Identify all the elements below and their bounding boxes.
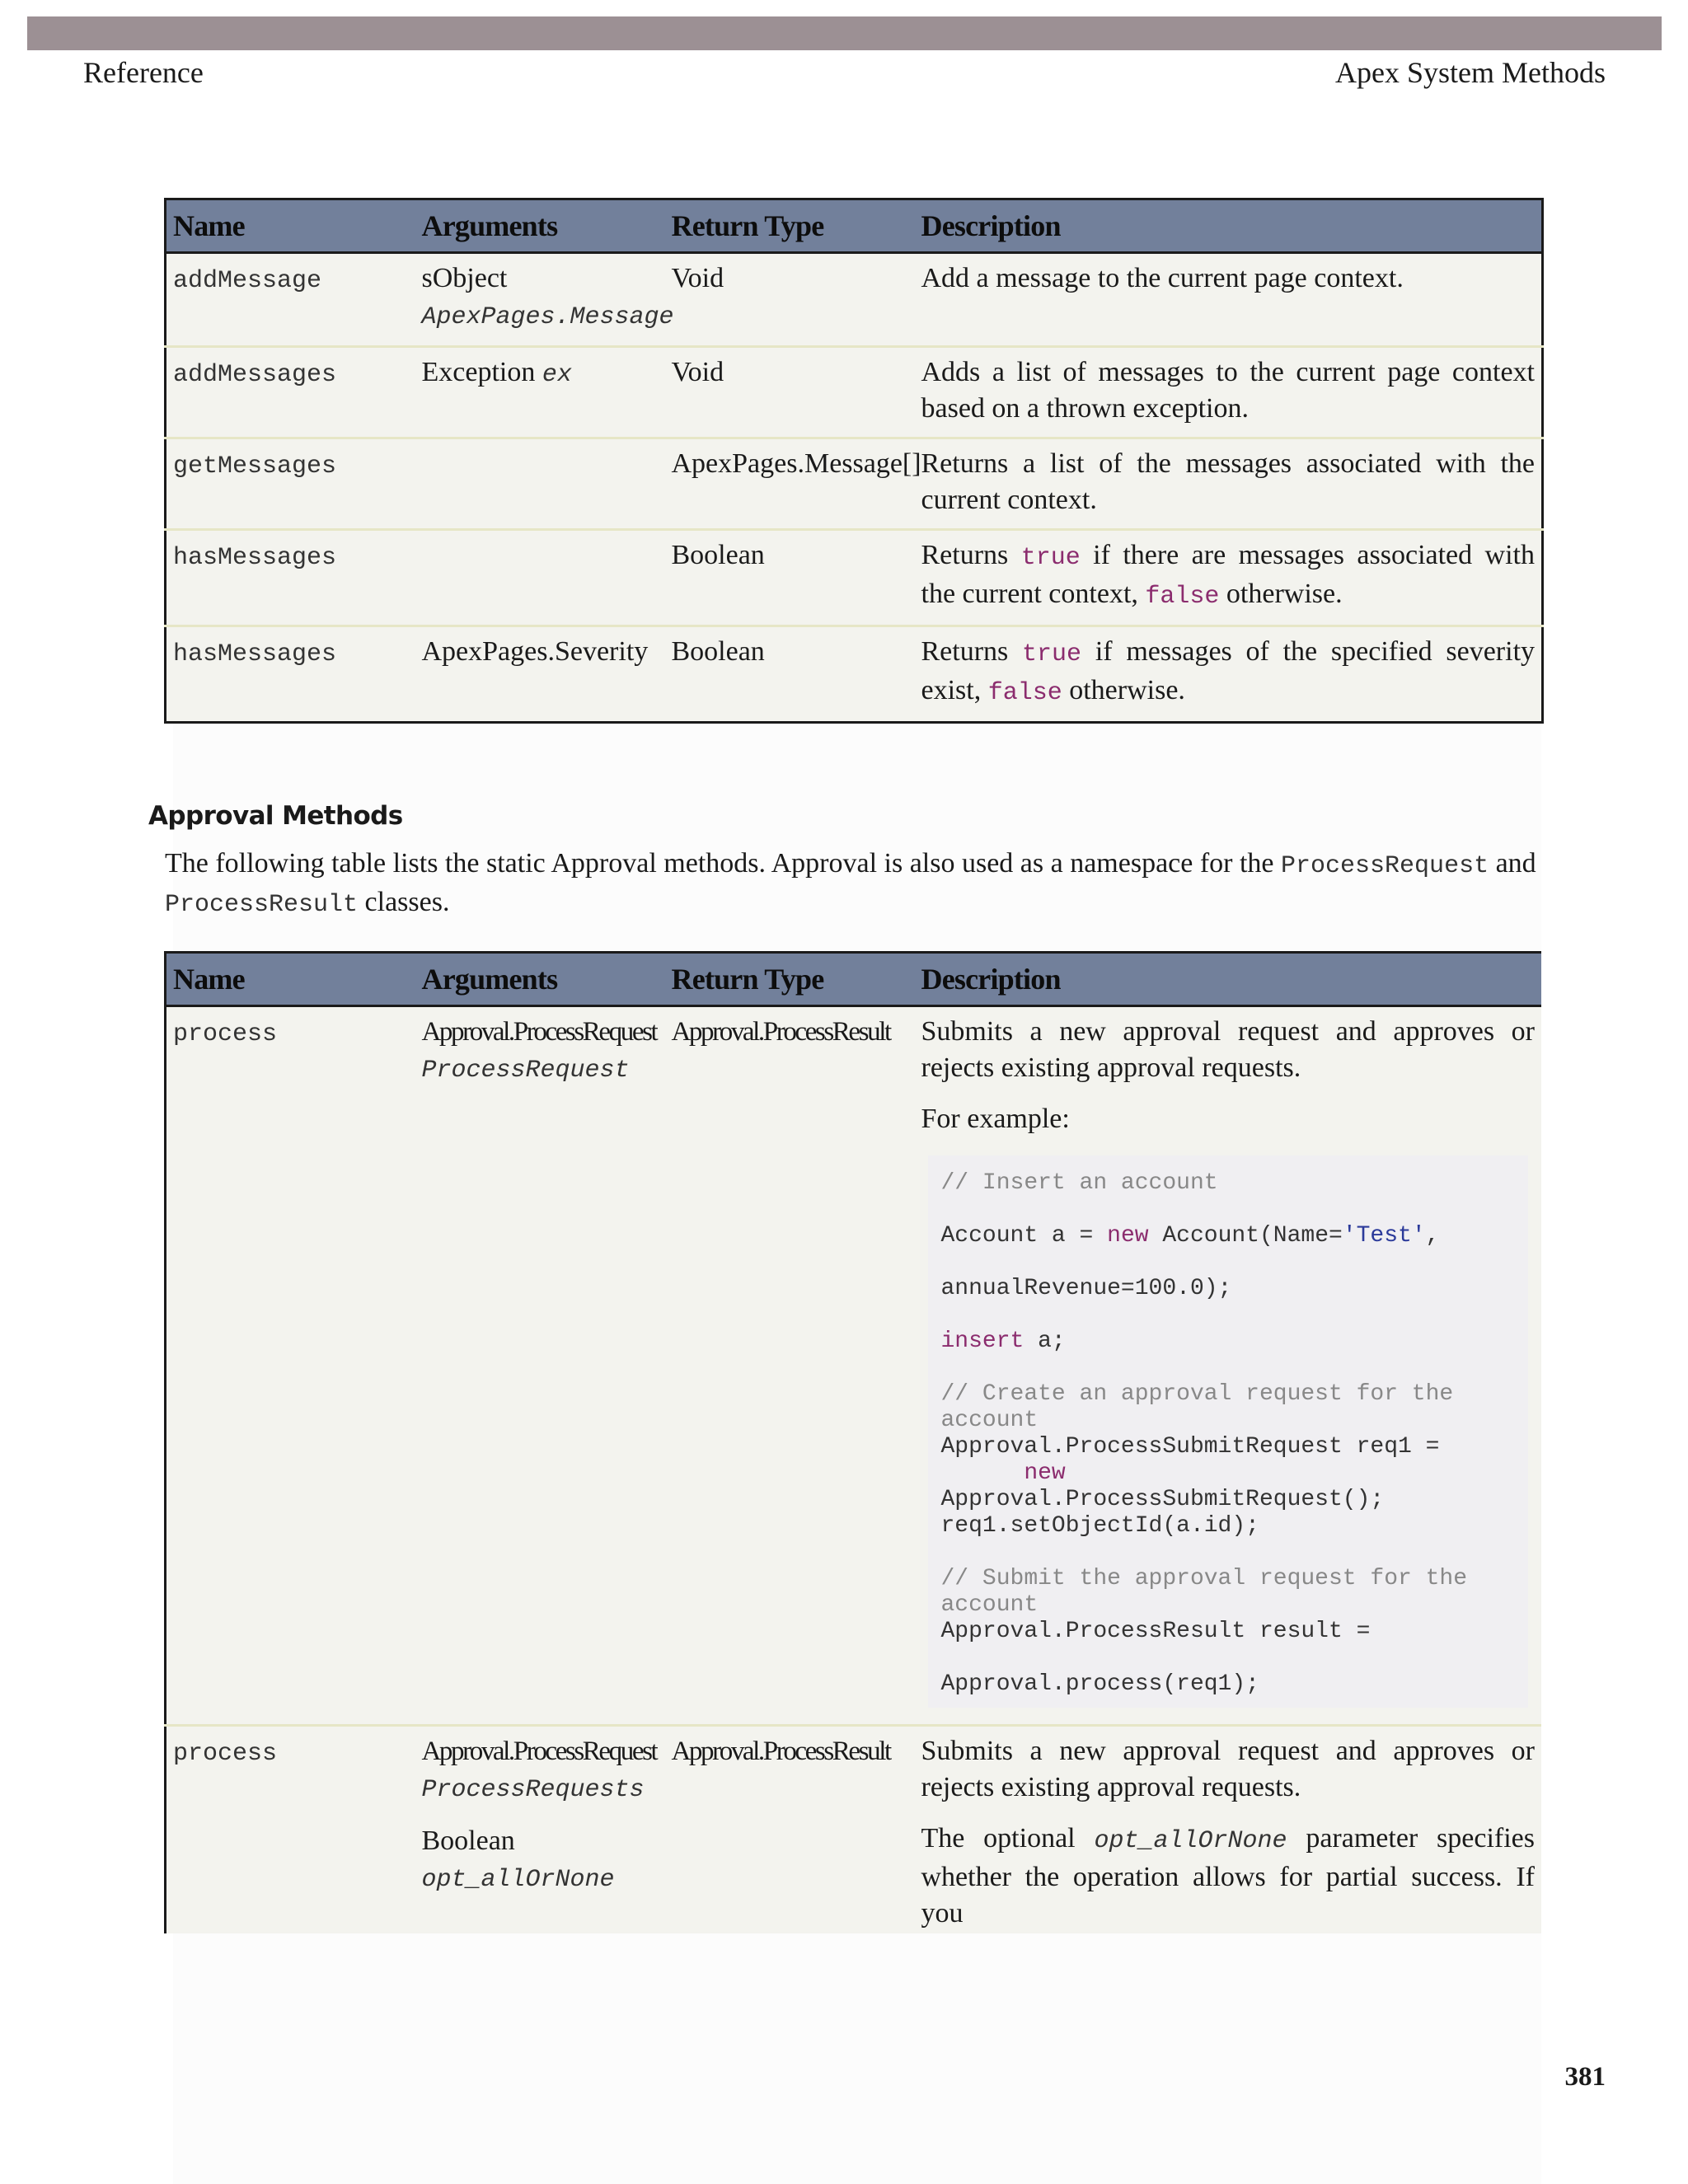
return-type: Boolean	[671, 540, 765, 570]
arg-name: ex	[542, 361, 572, 389]
description: Adds a list of messages to the current page context based on a thrown exception.	[921, 357, 1535, 424]
return-type: Approval.ProcessResult	[671, 1736, 890, 1766]
return-type: Void	[671, 357, 724, 387]
page-number: 381	[1564, 2062, 1606, 2092]
arg-type: ApexPages.Severity	[421, 636, 649, 667]
method-name: addMessages	[173, 361, 337, 389]
header-left: Reference	[83, 56, 204, 89]
method-name: hasMessages	[173, 544, 337, 572]
method-name: addMessage	[173, 267, 322, 295]
code-example: // Insert an account Account a = new Account(Name='Test', annualRevenue=100.0); insert a; // Create an approval request for the account Approval.ProcessSubmitRequest req1 = new Approval.ProcessSubmitRequest(); req1.setObjectId(a.id); // Submit the approval request for the account Approval.ProcessResult result = Approval.process(req1);	[928, 1155, 1529, 1708]
col-arguments: Arguments	[415, 953, 665, 1006]
approval-table-wrapper	[164, 951, 1541, 1933]
arg-type: sObject	[421, 263, 508, 293]
arg-type: Approval.ProcessRequest	[421, 1736, 657, 1766]
col-return-type: Return Type	[665, 953, 915, 1006]
col-name: Name	[166, 199, 415, 253]
header-bar	[27, 16, 1662, 50]
arg2-type: Boolean	[421, 1825, 515, 1856]
arg-name: ApexPages.Message	[421, 303, 674, 331]
col-name: Name	[166, 953, 415, 1006]
arg-type: Approval.ProcessRequest	[421, 1017, 657, 1047]
return-type: ApexPages.Message[]	[671, 448, 921, 479]
description: Returns a list of the messages associated with the current context.	[921, 448, 1535, 515]
section-intro: The following table lists the static Approval methods. Approval is also used as a namespace for the ProcessRequest and ProcessResult classes.	[165, 848, 1536, 919]
code-false: false	[1145, 583, 1220, 611]
method-name: process	[173, 1740, 278, 1768]
code-true: true	[1020, 544, 1081, 572]
code-process-result: ProcessResult	[165, 891, 359, 919]
code-false: false	[987, 679, 1062, 707]
col-description: Description	[915, 953, 1542, 1006]
section-title: Approval Methods	[148, 801, 403, 831]
table-header-row	[166, 199, 1543, 253]
description: Returns true if there are messages associated with the current context, false otherwise.	[921, 540, 1536, 611]
description: Submits a new approval request and approves or rejects existing approval requests.	[921, 1016, 1535, 1083]
table-row	[166, 347, 1543, 438]
header-right: Apex System Methods	[1335, 56, 1606, 89]
arg-name: ProcessRequests	[421, 1776, 645, 1804]
example-label: For example:	[921, 1104, 1070, 1134]
arg-name: ProcessRequest	[421, 1057, 630, 1085]
col-return-type: Return Type	[665, 199, 915, 253]
table-row	[166, 1726, 1542, 1934]
arg-type: Exception	[421, 357, 536, 387]
arg2-name: opt_allOrNone	[421, 1866, 615, 1894]
method-name: hasMessages	[173, 640, 337, 668]
table-header-row	[166, 953, 1542, 1006]
method-name: process	[173, 1020, 278, 1048]
description-2: The optional opt_allOrNone parameter specifies whether the operation allows for partial success. If you	[921, 1823, 1536, 1929]
return-type: Void	[671, 263, 724, 293]
table-row	[166, 626, 1543, 723]
col-arguments: Arguments	[415, 199, 665, 253]
approval-methods-table	[164, 951, 1541, 1933]
messages-methods-table	[164, 198, 1544, 724]
code-process-request: ProcessRequest	[1281, 852, 1489, 880]
col-description: Description	[915, 199, 1543, 253]
table-row	[166, 530, 1543, 626]
description: Add a message to the current page context.	[921, 263, 1404, 293]
return-type: Approval.ProcessResult	[671, 1017, 890, 1047]
code-opt-allornone: opt_allOrNone	[1094, 1827, 1287, 1855]
code-true: true	[1022, 640, 1082, 668]
method-name: getMessages	[173, 452, 337, 480]
table-row	[166, 253, 1543, 347]
description: Submits a new approval request and approves or rejects existing approval requests.	[921, 1736, 1535, 1802]
return-type: Boolean	[671, 636, 765, 667]
table-row	[166, 438, 1543, 530]
description: Returns true if messages of the specified severity exist, false otherwise.	[921, 636, 1536, 707]
table-row	[166, 1006, 1542, 1726]
